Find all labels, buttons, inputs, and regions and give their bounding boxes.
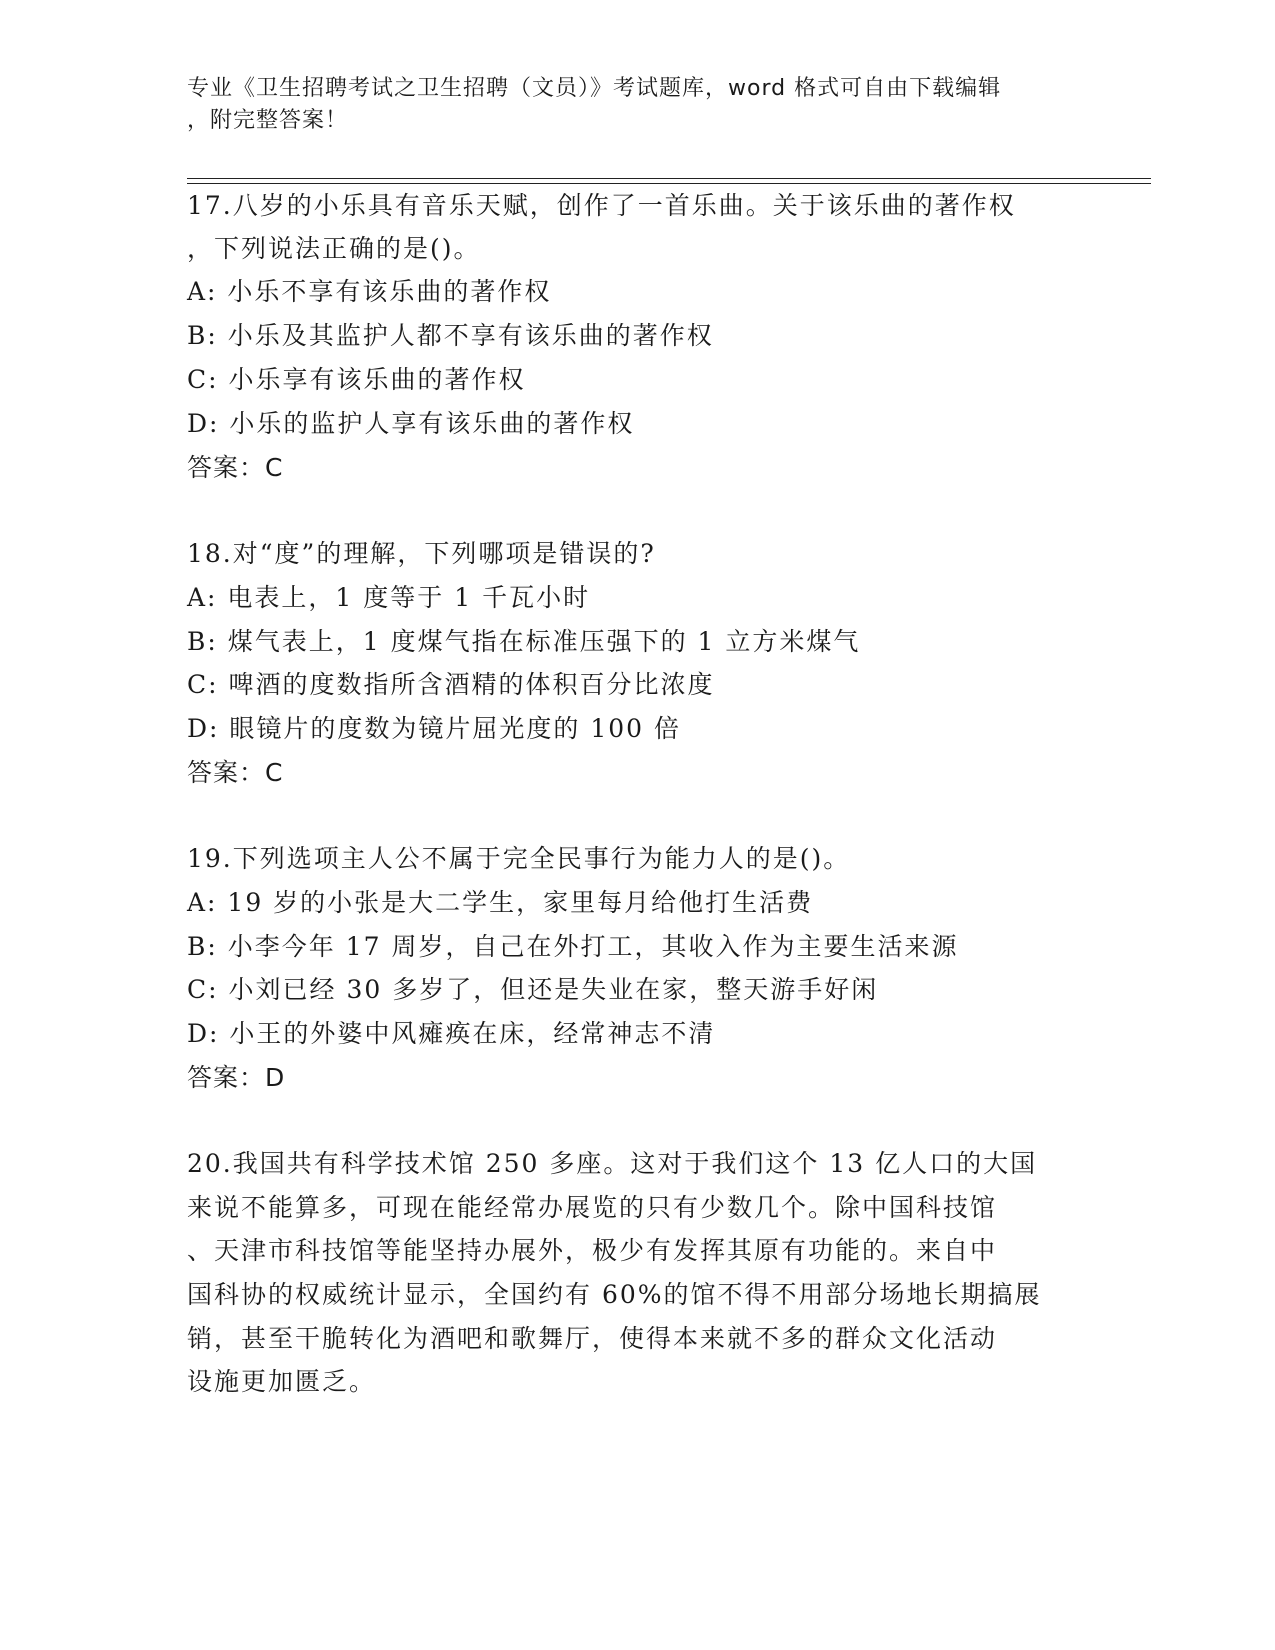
header-divider-bottom	[187, 183, 1151, 184]
document-header	[187, 73, 1087, 137]
option-d: D: 小王的外婆中风瘫痪在床，经常神志不清	[187, 1019, 716, 1048]
option-c: C: 小刘已经 30 多岁了，但还是失业在家，整天游手好闲	[187, 975, 879, 1004]
question-stem-line: 18.对“度”的理解，下列哪项是错误的?	[187, 539, 656, 568]
option-d: D: 小乐的监护人享有该乐曲的著作权	[187, 409, 635, 438]
question-stem-line: 销，甚至干脆转化为酒吧和歌舞厅，使得本来就不多的群众文化活动	[187, 1324, 998, 1353]
answer-label: 答案：C	[187, 758, 284, 787]
option-a: A: 19 岁的小张是大二学生，家里每月给他打生活费	[187, 888, 814, 917]
question-stem-line: 来说不能算多，可现在能经常办展览的只有少数几个。除中国科技馆	[187, 1193, 998, 1222]
answer-label: 答案：D	[187, 1063, 286, 1092]
header-line-2: ，附完整答案！	[187, 108, 349, 133]
question-stem-line: 17.八岁的小乐具有音乐天赋，创作了一首乐曲。关于该乐曲的著作权	[187, 191, 1016, 220]
option-b: B: 小李今年 17 周岁，自己在外打工，其收入作为主要生活来源	[187, 932, 959, 961]
option-b: B: 小乐及其监护人都不享有该乐曲的著作权	[187, 321, 714, 350]
question-stem-line: 、天津市科技馆等能坚持办展外，极少有发挥其原有功能的。来自中	[187, 1236, 998, 1265]
header-divider-top	[187, 178, 1151, 179]
answer-label: 答案：C	[187, 453, 284, 482]
question-stem-line: 设施更加匮乏。	[187, 1367, 377, 1396]
question-stem-line: ，下列说法正确的是()。	[187, 234, 481, 263]
option-a: A: 小乐不享有该乐曲的著作权	[187, 277, 552, 306]
question-stem-line: 国科协的权威统计显示，全国约有 60%的馆不得不用部分场地长期搞展	[187, 1280, 1042, 1309]
option-b: B: 煤气表上，1 度煤气指在标准压强下的 1 立方米煤气	[187, 627, 861, 656]
option-a: A: 电表上，1 度等于 1 千瓦小时	[187, 583, 591, 612]
question-stem-line: 19.下列选项主人公不属于完全民事行为能力人的是()。	[187, 844, 851, 873]
option-c: C: 啤酒的度数指所含酒精的体积百分比浓度	[187, 670, 715, 699]
option-c: C: 小乐享有该乐曲的著作权	[187, 365, 526, 394]
question-stem-line: 20.我国共有科学技术馆 250 多座。这对于我们这个 13 亿人口的大国	[187, 1149, 1038, 1178]
option-d: D: 眼镜片的度数为镜片屈光度的 100 倍	[187, 714, 682, 743]
header-line-1: 专业《卫生招聘考试之卫生招聘（文员）》考试题库，word 格式可自由下载编辑	[187, 76, 1002, 101]
